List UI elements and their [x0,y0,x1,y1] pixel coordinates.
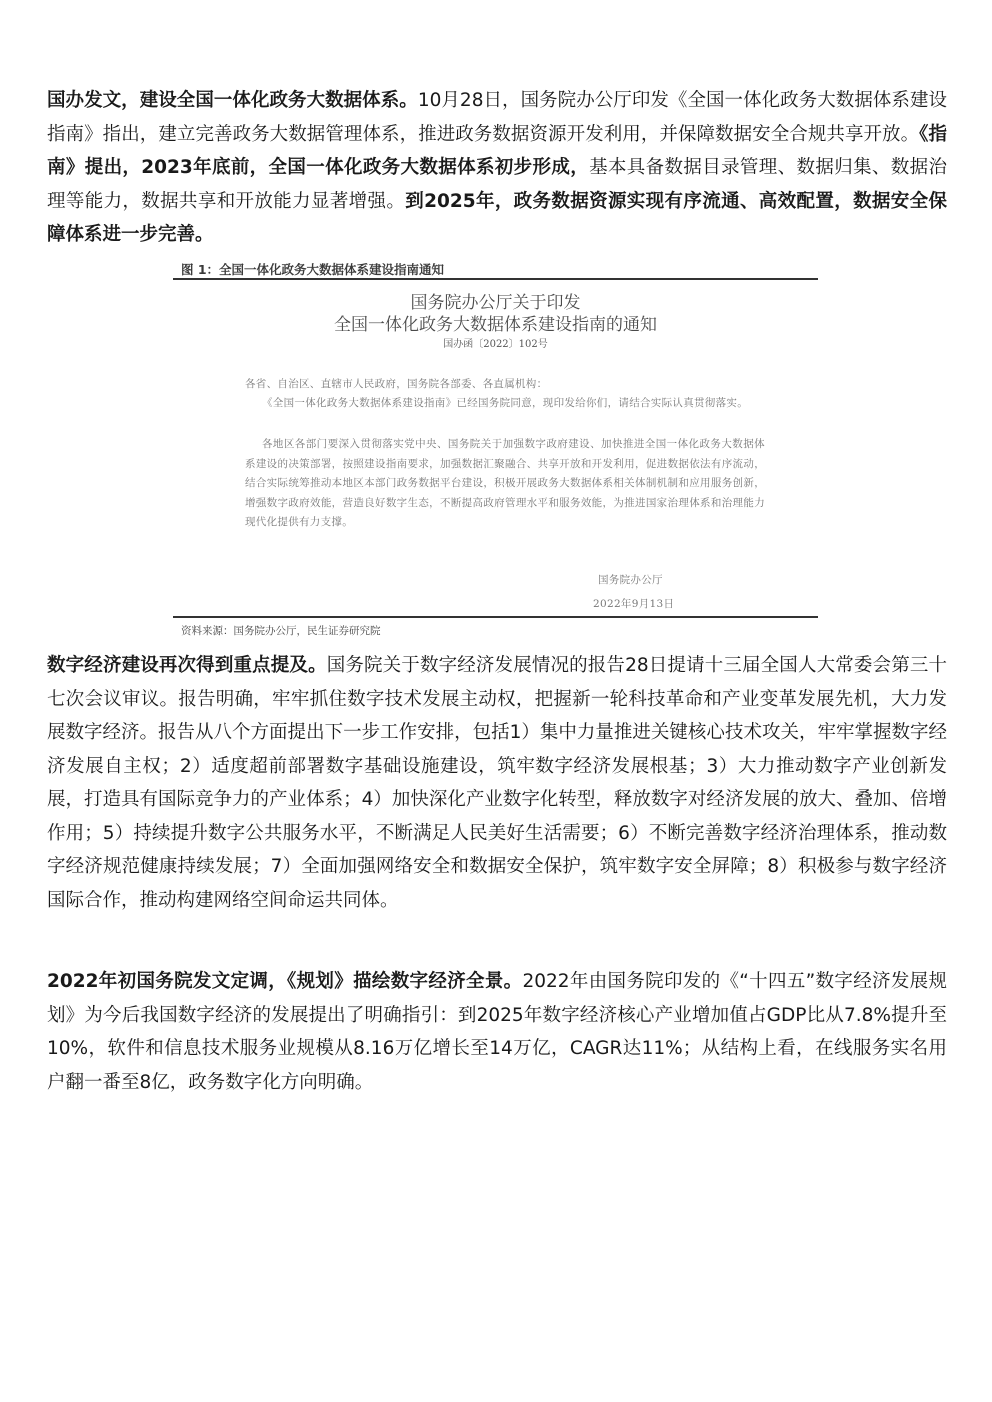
bold-lead: 国办发文，建设全国一体化政务大数据体系。 [47,90,418,111]
bold-lead: 2022年初国务院发文定调，《规划》描绘数字经济全景。 [47,971,523,992]
notice-number: 国办函〔2022〕102号 [443,339,548,350]
body-text: 2022年由国务院印发的《“十四五”数字经济发展规划》为今后我国数字经济的发展提出了明确指引：到2025年数字经济核心产业增加值占GDP比从7.8%提升至10%，软件和信息技术服务业规模从8.16万亿增长至14万亿，CAGR达11%；从结构上看，在线服务实名用户翻一番至8亿，政务数字化方向明确。 [47,971,947,1093]
bold-highlight: 到2025年，政务数据资源实现有序流通、高效配置，数据安全保障体系进一步完善。 [47,190,947,245]
notice-document-image [173,280,818,616]
notice-signer: 国务院办公厅 [598,574,663,586]
paragraph-guoban [47,84,947,252]
figure-source: 资料来源：国务院办公厅，民生证券研究院 [181,625,381,637]
bold-highlight: 《指南》提出，2023年底前，全国一体化政务大数据体系初步形成， [47,123,947,178]
figure-caption: 图 1：全国一体化政务大数据体系建设指南通知 [181,262,445,277]
paragraph-digital-economy [47,649,947,917]
notice-title-line1: 国务院办公厅关于印发 [410,293,581,313]
body-text: 10月28日，国务院办公厅印发《全国一体化政务大数据体系建设指南》指出，建立完善政务大数据管理体系，推进政务数据资源开发利用，并保障数据安全合规共享开放。 [47,90,947,145]
paragraph-plan [47,965,947,1099]
figure-bottom-rule [173,616,818,618]
notice-body-2: 各地区各部门要深入贯彻落实党中央、国务院关于加强数字政府建设、加快推进全国一体化政务大数据体系建设的决策部署，按照建设指南要求，加强数据汇聚融合、共享开放和开发利用，促进数据依法有序流动，结合实际统筹推动本地区本部门政务数据平台建设，积极开展政务大数据体系相关体制机制和应用服务创新，增强数字政府效能，营造良好数字生态，不断提高政府管理水平和服务效能，为推进国家治理体系和治理能力现代化提供有力支撑。 [245,438,765,529]
notice-date: 2022年9月13日 [593,598,675,610]
notice-salutation: 各省、自治区、直辖市人民政府，国务院各部委、各直属机构： [245,378,548,390]
figure-notice [173,260,818,640]
bold-lead: 数字经济建设再次得到重点提及。 [47,655,327,676]
body-text: 国务院关于数字经济发展情况的报告28日提请十三届全国人大常委会第三十七次会议审议。报告明确，牢牢抓住数字技术发展主动权，把握新一轮科技革命和产业变革发展先机，大力发展数字经济。报告从八个方面提出下一步工作安排，包括1）集中力量推进关键核心技术攻关，牢牢掌握数字经济发展自主权；2）适度超前部署数字基础设施建设，筑牢数字经济发展根基；3）大力推动数字产业创新发展，打造具有国际竞争力的产业体系；4）加快深化产业数字化转型，释放数字对经济发展的放大、叠加、倍增作用；5）持续提升数字公共服务水平，不断满足人民美好生活需要；6）不断完善数字经济治理体系，推动数字经济规范健康持续发展；7）全面加强网络安全和数据安全保护，筑牢数字安全屏障；8）积极参与数字经济国际合作，推动构建网络空间命运共同体。 [47,655,947,911]
notice-title-line2: 全国一体化政务大数据体系建设指南的通知 [334,315,657,335]
body-text: 基本具备数据目录管理、数据归集、数据治理等能力，数据共享和开放能力显著增强。 [47,157,947,212]
notice-body-1: 《全国一体化政务大数据体系建设指南》已经国务院同意，现印发给你们，请结合实际认真贯彻落实。 [262,397,748,409]
